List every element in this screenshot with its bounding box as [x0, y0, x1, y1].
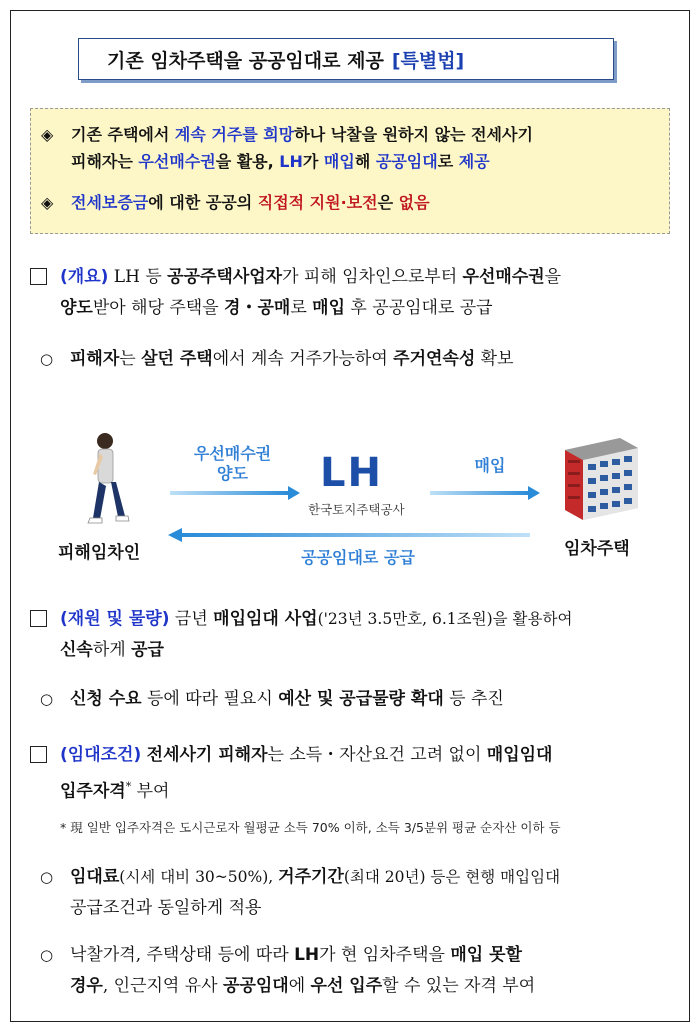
- process-diagram: [30, 420, 670, 580]
- summary-highlight-red: 직접적 지원·보전: [257, 193, 378, 212]
- circle-bullet-icon: ○: [40, 868, 54, 886]
- bold-text: 공공주택사업자: [167, 267, 283, 287]
- footnote-marker: *: [125, 780, 132, 793]
- sub-item-rent: [40, 862, 680, 924]
- bold-text: 우선매수권: [462, 267, 545, 287]
- section-head: (재원 및 물량): [60, 609, 170, 629]
- bold-text: 입주자격: [60, 781, 126, 802]
- summary-text: 은: [377, 193, 399, 212]
- text: 가 피해 임차인으로부터: [282, 267, 463, 287]
- text: 받아 해당 주택을: [92, 298, 225, 318]
- bold-text: 공급: [131, 640, 164, 660]
- circle-bullet-icon: ○: [40, 690, 54, 708]
- text: 등 추진: [443, 689, 504, 709]
- lh-logo-subtitle: 한국토지주택공사: [308, 502, 405, 517]
- bold-text: 매입: [312, 298, 345, 318]
- sub-item-continuity: [40, 344, 680, 375]
- label-rental-house: 임차주택: [564, 539, 630, 559]
- bold-text: 임대료: [70, 867, 120, 887]
- text: (최대 20년) 등은 현행 매입임대: [343, 868, 561, 886]
- text: 금년: [169, 609, 214, 629]
- text: 낙찰가격, 주택상태 등에 따라: [70, 945, 295, 965]
- text: LH 등: [108, 267, 168, 287]
- diamond-bullet-icon: ◈: [41, 193, 54, 212]
- sub-item-expand: [40, 684, 680, 715]
- person-icon: [88, 433, 129, 523]
- circle-bullet-icon: ○: [40, 350, 54, 368]
- summary-text: 을 활용,: [215, 152, 280, 171]
- bold-text: LH: [294, 945, 320, 965]
- checkbox-bullet-icon: [30, 610, 47, 627]
- bold-text: 신속: [60, 640, 93, 660]
- arrow-left-icon: [168, 528, 530, 542]
- text: 을: [544, 267, 562, 287]
- text: 등에 따라 필요시: [141, 689, 279, 709]
- summary-box: [30, 108, 670, 234]
- bold-text: 살던 주택: [141, 349, 213, 369]
- arrow-label-purchase: 매입: [474, 456, 506, 475]
- summary-text: 가: [302, 152, 324, 171]
- building-icon: [565, 438, 638, 520]
- label-victim-tenant: 피해임차인: [58, 543, 141, 563]
- section-overview: [30, 262, 680, 324]
- sub-item-fallback: [40, 940, 680, 1002]
- text: 로: [290, 298, 313, 318]
- arrow-label-line: 우선매수권: [193, 444, 272, 463]
- summary-text: 해: [354, 152, 376, 171]
- page-title: [78, 38, 614, 80]
- summary-line-2: [41, 189, 659, 216]
- checkbox-bullet-icon: [30, 268, 47, 285]
- bold-text: 경・공매: [224, 298, 291, 318]
- section-head: (개요): [60, 267, 109, 287]
- arrow-right-icon: [170, 486, 300, 500]
- text: ('23년 3.5만호, 6.1조원)을 활용하여: [317, 610, 573, 628]
- section-funding: [30, 604, 680, 666]
- text: 하게: [92, 640, 132, 660]
- footnote: * 現 일반 입주자격은 도시근로자 월평균 소득 70% 이하, 소득 3/5분위 평균 순자산 이하 등: [60, 820, 561, 835]
- text: 가 현 임차주택을: [319, 945, 451, 965]
- summary-highlight-red: 없음: [398, 193, 430, 212]
- summary-highlight: 계속 거주를 희망: [174, 125, 295, 144]
- text: 공급조건과 동일하게 적용: [70, 898, 262, 918]
- bold-text: 전세사기 피해자: [146, 745, 268, 765]
- summary-highlight: 전세보증금: [71, 193, 149, 212]
- bold-text: 우선 입주: [310, 976, 383, 996]
- bold-text: 주거연속성: [393, 349, 476, 369]
- bold-text: 예산 및 공급물량 확대: [278, 689, 444, 709]
- lh-logo: LH: [320, 450, 383, 496]
- section-conditions: [30, 740, 680, 808]
- text: 에: [288, 976, 311, 996]
- bold-text: 거주기간: [278, 867, 344, 887]
- summary-text: 하나 낙찰을 원하지 않는 전세사기: [294, 125, 533, 144]
- diamond-bullet-icon: ◈: [41, 125, 54, 144]
- text: 에서 계속 거주가능하여: [212, 349, 394, 369]
- text: 부여: [131, 781, 170, 802]
- arrow-label-supply: 공공임대로 공급: [301, 548, 415, 567]
- text: (시세 대비 30~50%),: [119, 868, 279, 886]
- text: 확보: [475, 349, 514, 369]
- text: 할 수 있는 자격 부여: [382, 976, 536, 996]
- bold-text: 매입 못할: [450, 945, 522, 965]
- text: , 인근지역 유사: [102, 976, 224, 996]
- circle-bullet-icon: ○: [40, 946, 54, 964]
- checkbox-bullet-icon: [30, 746, 47, 763]
- summary-highlight: 우선매수권: [138, 152, 216, 171]
- bold-text: 양도: [60, 298, 93, 318]
- summary-highlight: 제공: [458, 152, 490, 171]
- summary-line-1: [41, 121, 659, 175]
- bold-text: 매입임대 사업: [213, 609, 318, 629]
- summary-text: 피해자는: [71, 152, 139, 171]
- summary-text: 로: [437, 152, 459, 171]
- bold-text: 신청 수요: [70, 689, 142, 709]
- arrow-right-icon: [430, 486, 540, 500]
- text: 는 소득・자산요건 고려 없이: [267, 745, 487, 765]
- bold-text: 경우: [70, 976, 103, 996]
- bold-text: 매입임대: [486, 745, 553, 765]
- arrow-label-line: 양도: [217, 464, 248, 483]
- text: 후 공공임대로 공급: [345, 298, 493, 318]
- summary-highlight: 매입: [323, 152, 355, 171]
- section-head: (임대조건): [60, 745, 142, 765]
- bold-text: 피해자: [70, 349, 120, 369]
- title-main: 기존 임차주택을 공공임대로 제공: [107, 49, 384, 72]
- summary-text: 에 대한 공공의: [148, 193, 258, 212]
- bold-text: 공공임대: [223, 976, 289, 996]
- summary-text: 기존 주택에서: [71, 125, 175, 144]
- text: 는: [119, 349, 142, 369]
- title-tag: [특별법]: [391, 49, 465, 72]
- summary-highlight: 공공임대: [375, 152, 438, 171]
- summary-highlight: LH: [279, 152, 303, 171]
- arrow-label-transfer: [180, 444, 285, 484]
